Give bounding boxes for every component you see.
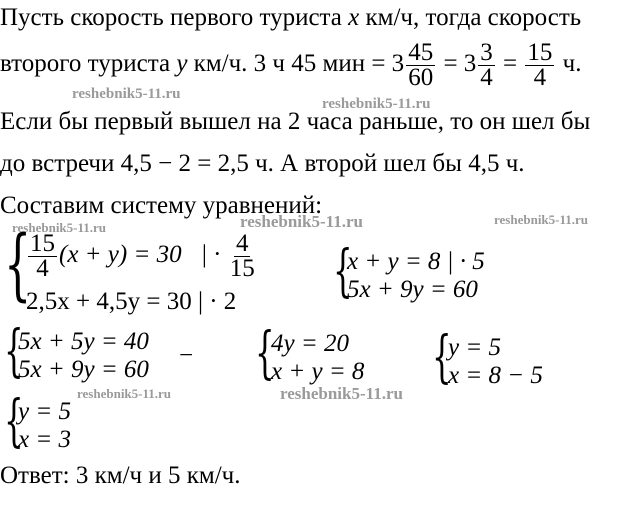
line1-text-a: Пусть скорость первого туриста [0,4,342,31]
equals: = [503,50,518,77]
equals-3: = 3 [443,50,477,77]
system1-mult: | · [201,241,222,269]
system2-row-1: x + y = 8 | · 5 [347,248,485,275]
system1-row-1 [26,232,257,281]
equation-system-5 [432,325,572,394]
text-line-3: Если бы первый вышел на 2 часа раньше, то он шел бы [0,108,591,135]
var-x: x [348,4,360,31]
watermark-text: reshebnik5-11.ru [280,384,403,403]
brace-icon: { [333,239,353,304]
system4-row-1: 4y = 20 [271,330,349,357]
text-line-2 [0,38,581,90]
fraction-45-60: $\frac{45}{60}$ [408,38,434,91]
system4-row-2: x + y = 8 [271,358,365,385]
brace-icon: { [4,319,24,384]
system1-row-2: 2,5x + 4,5y = 30 | · 2 [26,288,237,315]
text-line-4: до встречи 4,5 − 2 = 2,5 ч. А второй шел бы 4,5 ч. [0,150,525,177]
system3-row-2: 5x + 9y = 60 [18,356,149,383]
answer-line [0,462,241,490]
brace-icon: { [4,220,32,310]
unit-kmh: км/ч [365,4,413,31]
equation-system-4 [255,321,395,390]
fraction-15-4: $\frac{15}{4}$ [527,38,553,91]
fraction-4-15: $\frac{4}{15}$ [229,230,255,282]
system2-row-2: 5x + 9y = 60 [347,276,478,303]
system6-row-1: y = 5 [18,398,71,425]
text-line-5: Составим систему уравнений: [0,192,323,219]
text-line-1 [0,4,581,32]
system1-expr: (x + y) = 30 [59,241,182,269]
minus-sign: − [179,342,194,369]
equation-system-6 [4,389,104,458]
watermark-text: reshebnik5-11.ru [12,220,107,235]
system5-row-2: x = 8 − 5 [448,362,543,389]
brace-icon: { [432,325,452,390]
system5-row-1: y = 5 [448,334,501,361]
var-y: y [176,50,188,77]
equation-system-3 [4,319,204,388]
watermark-text: reshebnik5-11.ru [240,212,363,231]
fraction-3-4: $\frac{3}{4}$ [480,38,493,91]
brace-icon: { [4,389,24,454]
watermark-text: reshebnik5-11.ru [322,96,431,112]
unit-kmh: км/ч. [186,462,241,489]
line1-text-b: , тогда скорость [413,4,582,31]
system3-row-1: 5x + 5y = 40 [18,328,149,355]
line2-text-a: второго туриста [0,50,171,77]
answer-text-a: Ответ: 3 [0,462,89,489]
system6-row-2: x = 3 [18,426,71,453]
watermark-text: reshebnik5-11.ru [72,86,181,102]
unit-kmh: км/ч [193,50,242,77]
watermark-text: reshebnik5-11.ru [77,386,172,401]
equation-system-2 [333,239,533,308]
unit-kmh: км/ч [94,462,143,489]
fraction-15-4: $\frac{15}{4}$ [30,230,55,282]
answer-text-b: и 5 [148,462,181,489]
watermark-text: reshebnik5-11.ru [494,212,589,227]
unit-hours: ч. [562,50,582,77]
brace-icon: { [255,321,275,386]
line2-text-b: . 3 ч 45 мин = 3 [241,50,405,77]
